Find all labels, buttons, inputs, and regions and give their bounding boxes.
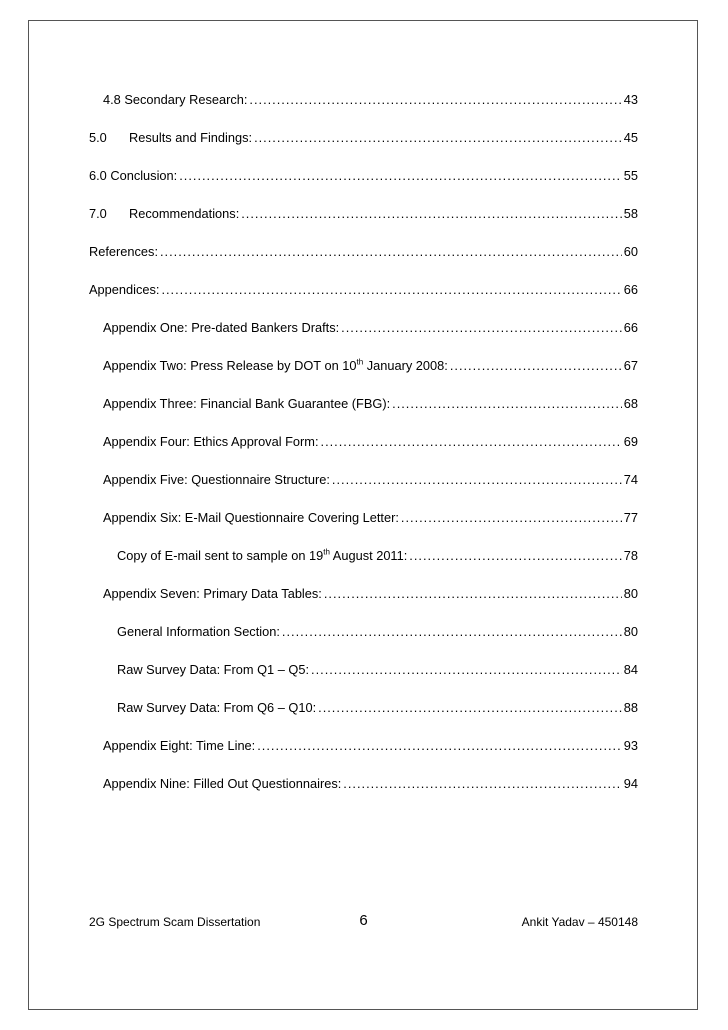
toc-leader-dots [341,320,622,336]
footer-page-number: 6 [359,912,368,929]
toc-entry[interactable] [103,358,638,374]
toc-entry[interactable] [89,282,638,298]
toc-entry[interactable] [89,130,638,146]
toc-leader-dots [318,700,622,716]
toc-entry-label: Appendix Five: Questionnaire Structure: [103,472,330,487]
toc-entry[interactable] [89,168,638,184]
toc-entry-label-part: Appendix Two: Press Release by DOT on 10 [103,358,357,373]
toc-leader-dots [241,206,622,222]
toc-entry[interactable] [103,472,638,488]
toc-entry[interactable] [103,320,638,336]
footer-document-title: 2G Spectrum Scam Dissertation [89,915,261,929]
toc-leader-dots [401,510,622,526]
toc-entry[interactable] [117,662,638,678]
toc-entry-page: 68 [623,396,638,411]
toc-entry-page: 45 [623,130,638,145]
toc-leader-dots [160,244,622,260]
toc-entry-label: Appendix Eight: Time Line: [103,738,256,753]
toc-entry-page: 80 [623,586,638,601]
toc-entry[interactable] [117,700,638,716]
toc-entry-label: Appendix Six: E-Mail Questionnaire Covering Letter: [103,510,399,525]
toc-entry-page: 94 [623,776,638,791]
toc-entry-label: 6.0 Conclusion: [89,168,178,183]
toc-leader-dots [392,396,622,412]
toc-entry-page: 69 [623,434,638,449]
toc-leader-dots [161,282,621,298]
toc-entry-label-part: January 2008: [363,358,448,373]
toc-entry-label: Appendix Four: Ethics Approval Form: [103,434,319,449]
toc-entry-label: Appendix Three: Financial Bank Guarantee (FBG): [103,396,391,411]
toc-leader-dots [409,548,621,564]
toc-entry-number: 7.0 [89,206,107,221]
toc-entry[interactable] [103,738,638,754]
toc-leader-dots [311,662,622,678]
toc-entry-label: General Information Section: [117,624,280,639]
toc-entry-number: 5.0 [89,130,107,145]
toc-entry-label: References: [89,244,158,259]
toc-entry-label: Results and Findings: [129,130,253,145]
toc-entry-page: 84 [623,662,638,677]
toc-entry[interactable] [117,548,638,564]
toc-entry-page: 67 [623,358,638,373]
toc-entry-label [117,548,407,564]
toc-entry[interactable] [117,624,638,640]
toc-entry[interactable] [103,396,638,412]
toc-entry[interactable] [103,92,638,108]
toc-entry-page: 80 [623,624,638,639]
toc-entry[interactable] [103,510,638,526]
toc-entry-page: 43 [623,92,638,107]
toc-entry[interactable] [89,244,638,260]
toc-leader-dots [179,168,622,184]
toc-entry-label [103,358,448,374]
toc-entry-page: 66 [623,282,638,297]
toc-entry-page: 78 [623,548,638,563]
toc-leader-dots [257,738,622,754]
toc-entry-label: 4.8 Secondary Research: [103,92,248,107]
toc-entry-label: Appendices: [89,282,160,297]
toc-entry-superscript: th [356,357,364,367]
toc-entry-page: 88 [623,700,638,715]
toc-entry-label-part: Copy of E-mail sent to sample on 19 [117,548,324,563]
toc-entry-page: 93 [623,738,638,753]
toc-entry-page: 60 [623,244,638,259]
toc-entry-page: 77 [623,510,638,525]
toc-leader-dots [450,358,622,374]
toc-leader-dots [324,586,622,602]
toc-entry-page: 74 [623,472,638,487]
toc-entry[interactable] [103,434,638,450]
toc-entry-label: Appendix Seven: Primary Data Tables: [103,586,322,601]
toc-leader-dots [254,130,622,146]
toc-entry-superscript: th [323,547,330,557]
toc-entry-label: Appendix One: Pre-dated Bankers Drafts: [103,320,340,335]
toc-leader-dots [343,776,621,792]
toc-leader-dots [321,434,622,450]
toc-leader-dots [282,624,622,640]
toc-entry-label-part: August 2011: [329,548,408,563]
footer-author: Ankit Yadav – 450148 [521,915,638,929]
toc-entry-page: 55 [623,168,638,183]
toc-entry[interactable] [103,776,638,792]
toc-entry[interactable] [103,586,638,602]
toc-entry-page: 66 [623,320,638,335]
toc-entry-label: Recommendations: [129,206,240,221]
toc-entry-label: Raw Survey Data: From Q1 – Q5: [117,662,310,677]
toc-leader-dots [249,92,621,108]
toc-entry-label: Appendix Nine: Filled Out Questionnaires: [103,776,342,791]
toc-entry-label: Raw Survey Data: From Q6 – Q10: [117,700,317,715]
page-footer [89,912,638,932]
toc-entry-page: 58 [623,206,638,221]
toc-leader-dots [332,472,622,488]
toc-entry[interactable] [89,206,638,222]
